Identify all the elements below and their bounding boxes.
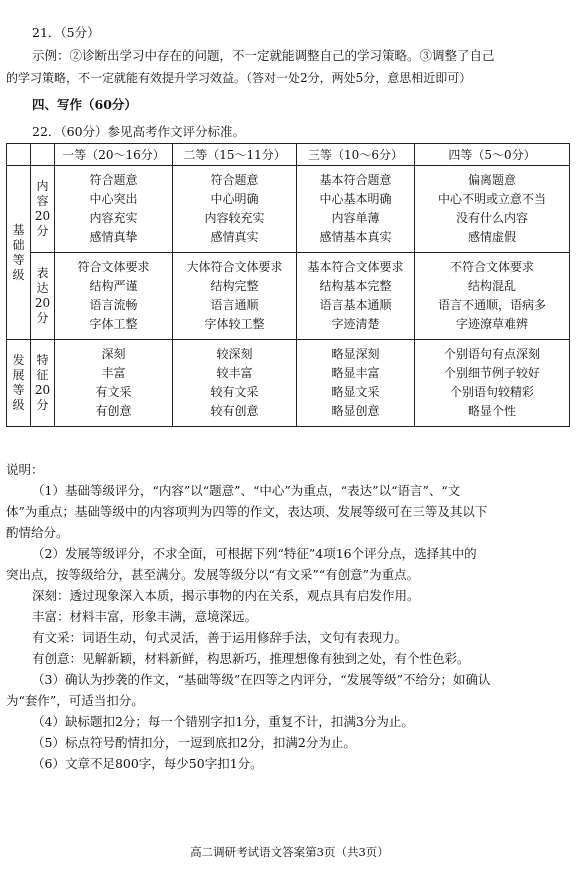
note-creative: 有创意：见解新颖，材料新鲜，构思新巧，推理想像有独到之处，有个性色彩。 [32,651,470,666]
page-footer: 高二调研考试语文答案第3页（共3页） [190,845,389,859]
q21-example-line2: 的学习策略，不一定就能有效提升学习效益。（答对一处2分，两处5分，意思相近即可） [6,71,472,85]
note-1-line-1: （1）基础等级评分，“内容”以“题意”、“中心”为重点，“表达”以“语言”、“文 [32,483,461,498]
notes-title: 说明： [6,462,44,477]
cell-expression-grade-1: 符合文体要求 结构严谨 语言流畅 字体工整 [55,253,173,340]
note-1-line-3: 酌情给分。 [6,525,69,540]
cell-content-grade-4: 偏离题意 中心不明或立意不当 没有什么内容 感情虚假 [415,166,570,253]
table-row-content [7,166,570,253]
header-grade-4: 四等（5～0分） [415,144,570,166]
note-deep: 深刻：透过现象深入本质，揭示事物的内在关系，观点具有启发作用。 [32,588,420,603]
note-3-line-2: 为“套作”，可适当扣分。 [6,693,144,708]
table-corner-cell [7,144,31,166]
note-literary: 有文采：词语生动，句式灵活，善于运用修辞手法，文句有表现力。 [32,630,408,645]
note-2-line-1: （2）发展等级评分，不求全面，可根据下列“特征”4项16个评分点，选择其中的 [32,546,477,561]
cell-expression-grade-3: 基本符合文体要求 结构基本完整 语言基本通顺 字迹清楚 [297,253,415,340]
table-row-features [7,340,570,427]
note-5: （5）标点符号酌情扣分，一逗到底扣2分，扣满2分为止。 [32,735,356,750]
note-2-line-2: 突出点，按等级给分，甚至满分。发展等级分以“有文采”“有创意”为重点。 [6,567,420,582]
group-label-basic: 基 础 等 级 [7,166,31,340]
cell-features-grade-3: 略显深刻 略显丰富 略显文采 略显创意 [297,340,415,427]
cell-features-grade-1: 深刻 丰富 有文采 有创意 [55,340,173,427]
cell-content-grade-3: 基本符合题意 中心基本明确 内容单薄 感情基本真实 [297,166,415,253]
cell-features-grade-4: 个别语句有点深刻 个别细节例子较好 个别语句较精彩 略显个性 [415,340,570,427]
sub-label-content: 内 容 20 分 [31,166,55,253]
header-grade-2: 二等（15～11分） [173,144,297,166]
group-label-development: 发 展 等 级 [7,340,31,427]
cell-features-grade-2: 较深刻 较丰富 较有文采 较有创意 [173,340,297,427]
note-1-line-2: 体”为重点；基础等级中的内容项判为四等的作文，表达项、发展等级可在三等及其以下 [6,504,488,519]
q22-text: 22．（60分）参见高考作文评分标准。 [32,124,246,139]
q21-number: 21．（5分） [32,25,100,40]
cell-content-grade-1: 符合题意 中心突出 内容充实 感情真挚 [55,166,173,253]
cell-content-grade-2: 符合题意 中心明确 内容较充实 感情真实 [173,166,297,253]
sub-label-expression: 表 达 20 分 [31,253,55,340]
note-4: （4）缺标题扣2分；每一个错别字扣1分，重复不计，扣满3分为止。 [32,714,414,729]
note-6: （6）文章不足800字，每少50字扣1分。 [32,756,263,771]
table-row-expression [7,253,570,340]
section-4-title: 四、写作（60分） [32,97,137,112]
cell-expression-grade-2: 大体符合文体要求 结构完整 语言通顺 字体较工整 [173,253,297,340]
scoring-table [6,143,570,427]
header-grade-3: 三等（10～6分） [297,144,415,166]
q21-example-line1: 示例：②诊断出学习中存在的问题，不一定就能调整自己的学习策略。③调整了自己 [32,48,495,63]
note-3-line-1: （3）确认为抄袭的作文，“基础等级”在四等之内评分，“发展等级”不给分；如确认 [32,672,491,687]
table-corner-cell [31,144,55,166]
header-grade-1: 一等（20～16分） [55,144,173,166]
notes-section [6,459,569,774]
cell-expression-grade-4: 不符合文体要求 结构混乱 语言不通顺，语病多 字迹潦草难辨 [415,253,570,340]
sub-label-features: 特 征 20 分 [31,340,55,427]
table-header-row [7,144,570,166]
note-rich: 丰富：材料丰富，形象丰满，意境深远。 [32,609,258,624]
